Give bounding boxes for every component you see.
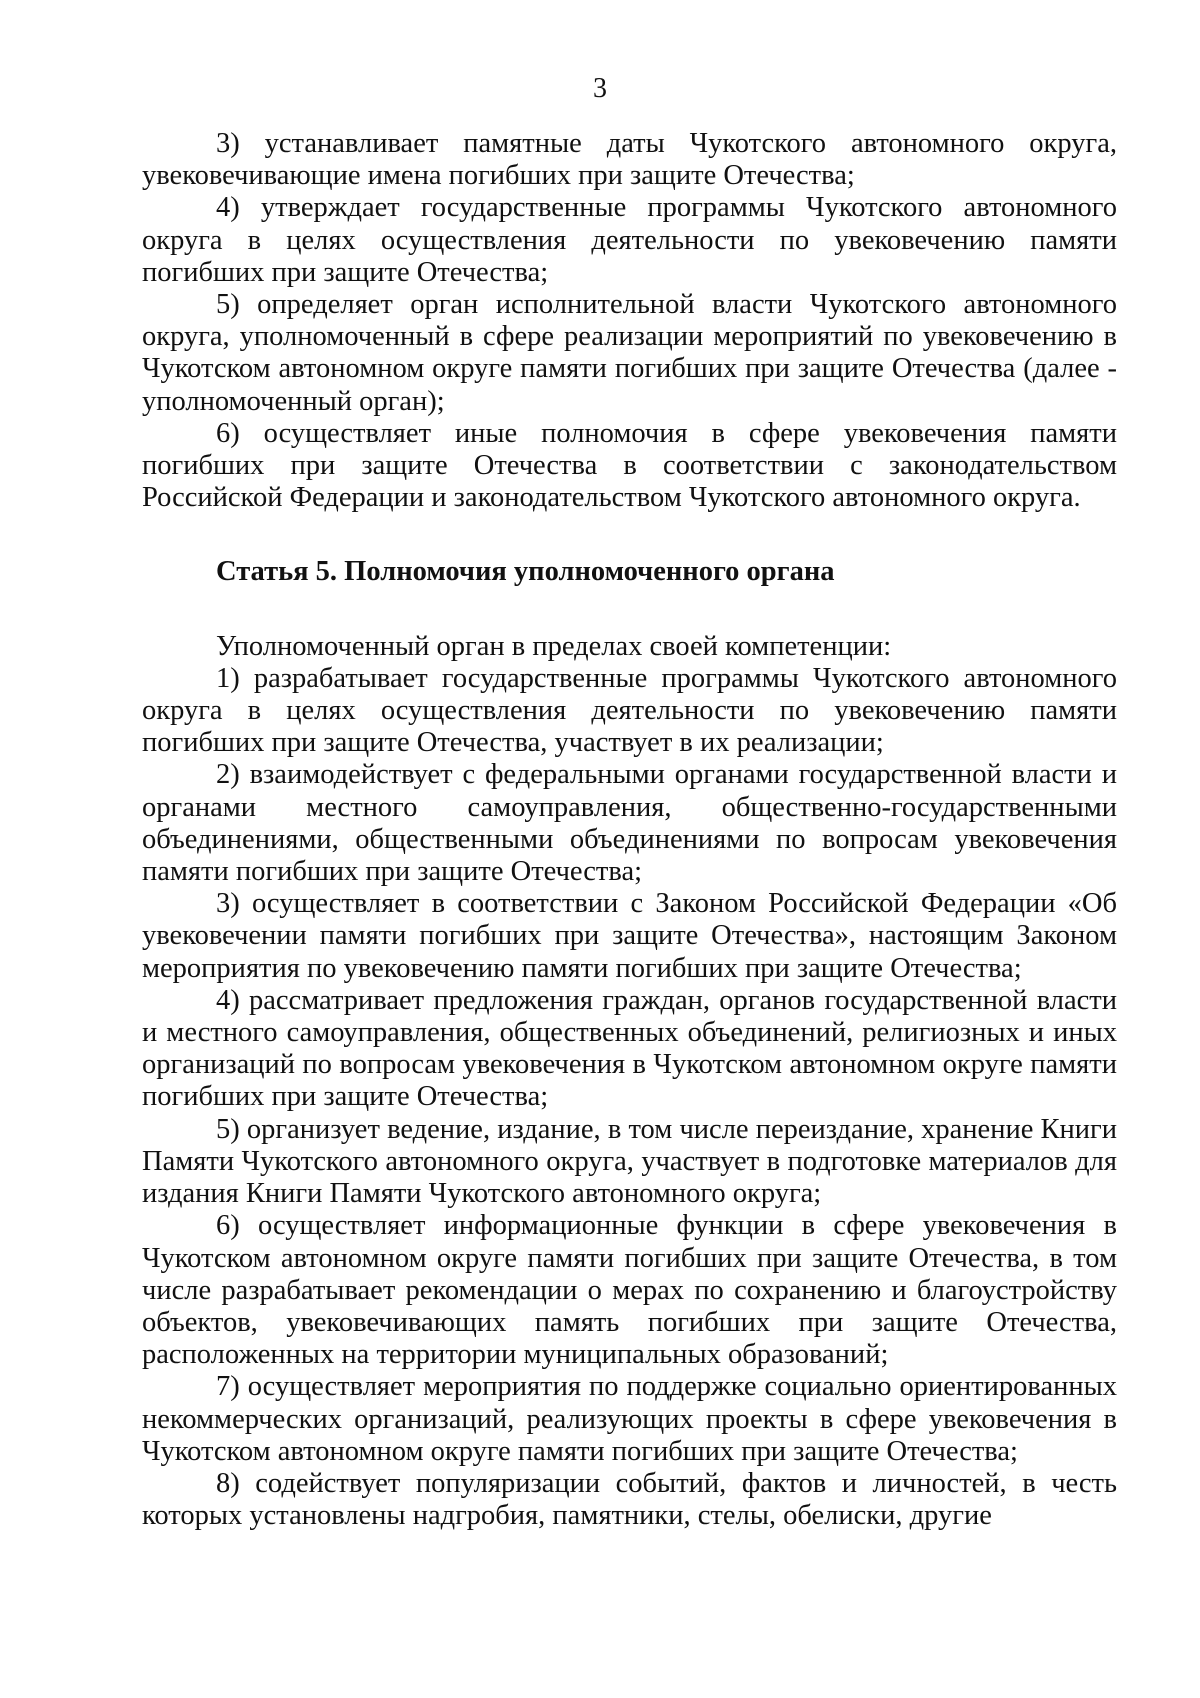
- article-5-item-8: 8) содействует популяризации событий, фактов и личностей, в честь которых установлены надгробия, памятники, стелы, обелиски, другие: [142, 1467, 1117, 1532]
- article-5-item-5: 5) организует ведение, издание, в том числе переиздание, хранение Книги Памяти Чукотского автономного округа, участвует в подготовке материалов для издания Книги Памяти Чукотского автономного округа;: [142, 1113, 1117, 1210]
- article-5-item-7: 7) осуществляет мероприятия по поддержке социально ориентированных некоммерческих организаций, реализующих проекты в сфере увековечения в Чукотском автономном округе памяти погибших при защите Отечества;: [142, 1371, 1117, 1467]
- powers-item-4: 4) утверждает государственные программы Чукотского автономного округа в целях осуществления деятельности по увековечению памяти погибших при защите Отечества;: [142, 192, 1117, 288]
- article-5-item-3: 3) осуществляет в соответствии с Законом Российской Федерации «Об увековечении памяти погибших при защите Отечества», настоящим Законом мероприятия по увековечению памяти погибших при защите Отечества;: [142, 888, 1117, 984]
- document-body: [142, 128, 1117, 1532]
- article-5-item-1: 1) разрабатывает государственные программы Чукотского автономного округа в целях осуществления деятельности по увековечению памяти погибших при защите Отечества, участвует в их реализации;: [142, 662, 1117, 759]
- page-number: 3: [593, 73, 607, 104]
- article-5-item-4: 4) рассматривает предложения граждан, органов государственной власти и местного самоуправления, общественных объединений, религиозных и иных организаций по вопросам увековечения в Чукотском автономном округе памяти погибших при защите Отечества;: [142, 984, 1117, 1113]
- article-5-item-6: 6) осуществляет информационные функции в сфере увековечения в Чукотском автономном округе памяти погибших при защите Отечества, в том числе разрабатывает рекомендации о мерах по сохранению и благоустройству объектов, увековечивающих память погибших при защите Отечества, расположенных на территории муниципальных образований;: [142, 1210, 1117, 1371]
- article-5-heading: Статья 5. Полномочия уполномоченного органа: [216, 556, 835, 588]
- article-5-intro: Уполномоченный орган в пределах своей компетенции:: [216, 630, 892, 662]
- article-5-item-2: 2) взаимодействует с федеральными органами государственной власти и органами местного самоуправления, общественно-государственными объединениями, общественными объединениями по вопросам увековечения памяти погибших при защите Отечества;: [142, 759, 1117, 888]
- powers-item-5: 5) определяет орган исполнительной власти Чукотского автономного округа, уполномоченный в сфере реализации мероприятий по увековечению в Чукотском автономном округе памяти погибших при защите Отечества (далее - уполномоченный орган);: [142, 289, 1117, 417]
- powers-item-3: 3) устанавливает памятные даты Чукотского автономного округа, увековечивающие имена погибших при защите Отечества;: [142, 128, 1117, 192]
- powers-item-6: 6) осуществляет иные полномочия в сфере увековечения памяти погибших при защите Отечества в соответствии с законодательством Российской Федерации и законодательством Чукотского автономного округа.: [142, 417, 1117, 514]
